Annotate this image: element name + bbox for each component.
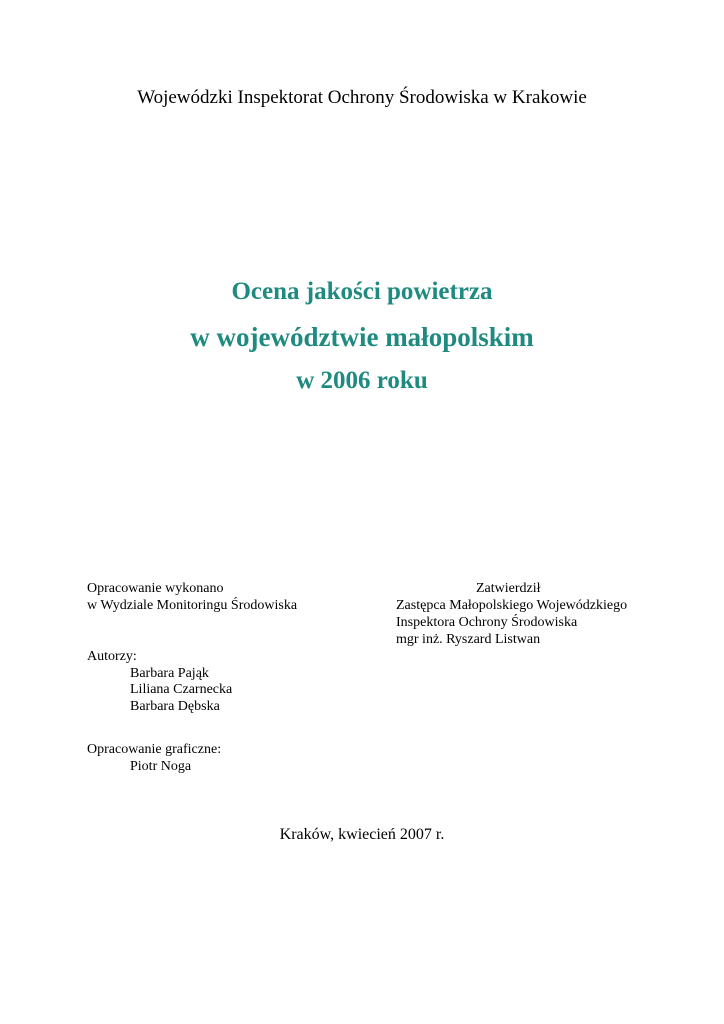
document-title-line-2: w województwie małopolskim	[190, 322, 534, 352]
document-title-line-1: Ocena jakości powietrza	[231, 278, 493, 305]
approved-heading: Zatwierdził	[476, 581, 541, 596]
graphics-label: Opracowanie graficzne:	[87, 742, 222, 757]
approved-by-line-2: Inspektora Ochrony Środowiska	[396, 615, 578, 630]
author-name: Liliana Czarnecka	[130, 682, 233, 697]
prepared-by-line-2: w Wydziale Monitoringu Środowiska	[87, 598, 298, 613]
place-and-date: Kraków, kwiecień 2007 r.	[279, 826, 445, 843]
prepared-by-line-1: Opracowanie wykonano	[87, 581, 224, 596]
approved-by-name: mgr inż. Ryszard Listwan	[396, 632, 541, 647]
author-name: Barbara Dębska	[130, 699, 220, 714]
approved-by-line-1: Zastępca Małopolskiego Wojewódzkiego	[396, 598, 628, 613]
graphics-author-name: Piotr Noga	[130, 759, 192, 774]
institution-name: Wojewódzki Inspektorat Ochrony Środowiska w Krakowie	[137, 87, 587, 108]
authors-label: Autorzy:	[87, 649, 137, 664]
document-title-line-3: w 2006 roku	[296, 367, 428, 394]
author-name: Barbara Pająk	[130, 666, 209, 681]
